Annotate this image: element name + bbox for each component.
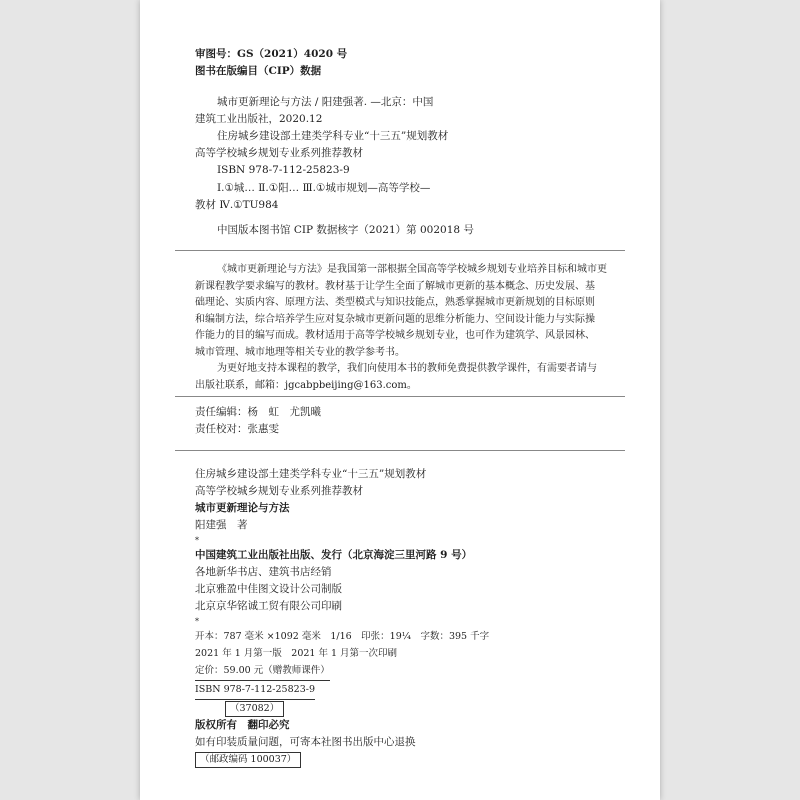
description [195, 262, 607, 394]
edition-line: 2021 年 1 月第一版 2021 年 1 月第一次印刷 [195, 648, 398, 659]
cip-classification [195, 180, 430, 214]
divider [175, 250, 625, 251]
description-line: 《城市更新理论与方法》是我国第一部根据全国高等学校城乡规划专业培养目标和城市更 [217, 264, 607, 275]
cip-heading: 图书在版编目（CIP）数据 [195, 65, 322, 77]
divider [175, 450, 625, 451]
printer-line: 北京京华铭诚工贸有限公司印刷 [195, 600, 342, 612]
cip-line: 城市更新理论与方法 / 阳建强著. —北京：中国 [217, 96, 434, 108]
cip-check-number: 中国版本图书馆 CIP 数据核字（2021）第 002018 号 [217, 224, 474, 236]
cip-line: 教材 Ⅳ.①TU984 [195, 199, 279, 211]
colophon [195, 466, 489, 768]
description-line: 础理论、实质内容、原理方法、类型模式与知识技能点，熟悉掌握城市更新规划的目标原则 [195, 297, 595, 308]
cip-line: 建筑工业出版社，2020.12 [195, 113, 323, 125]
series-line: 住房城乡建设部土建类学科专业“十三五”规划教材 [195, 468, 427, 480]
responsible-editor: 责任编辑：杨 虹 尤凯曦 [195, 406, 321, 418]
approval-number: 审图号：GS（2021）4020 号 [195, 48, 348, 60]
description-line: 作能力的目的编写而成。教材适用于高等学校城乡规划专业，也可作为建筑学、风景园林、 [195, 330, 595, 341]
review-block [195, 46, 347, 80]
cip-line: 高等学校城乡规划专业系列推荐教材 [195, 147, 363, 159]
divider [175, 396, 625, 397]
description-line: 城市管理、城市地理等相关专业的教学参考书。 [195, 346, 405, 358]
return-note: 如有印装质量问题，可寄本社图书出版中心退换 [195, 736, 416, 748]
plate-line: 北京雅盈中佳图文设计公司制版 [195, 583, 342, 595]
series-line: 高等学校城乡规划专业系列推荐教材 [195, 485, 363, 497]
postcode: （邮政编码 100037） [195, 751, 489, 768]
cip-isbn: ISBN 978-7-112-25823-9 [217, 164, 350, 176]
cip-line: 住房城乡建设部土建类学科专业“十三五”规划教材 [217, 130, 449, 142]
separator-star: * [195, 617, 199, 626]
cip-record [195, 94, 448, 179]
description-line: 新课程教学要求编写的教材。教材基于让学生全面了解城市更新的基本概念、历史发展、基 [195, 280, 595, 292]
book-page [140, 0, 660, 800]
format-line: 开本：787 毫米 ×1092 毫米 1/16 印张：19¼ 字数：395 千字 [195, 631, 490, 642]
distributor-line: 各地新华书店、建筑书店经销 [195, 566, 332, 578]
editors-block [195, 404, 321, 438]
book-code: （37082） [195, 700, 489, 717]
description-line: 和编制方法，综合培养学生应对复杂城市更新问题的思维分析能力、空间设计能力与实际操 [195, 313, 595, 325]
book-title: 城市更新理论与方法 [195, 502, 290, 514]
responsible-proofreader: 责任校对：张惠雯 [195, 423, 279, 435]
price-line: 定价：59.00 元（赠教师课件） [195, 662, 489, 681]
cip-line: Ⅰ.①城… Ⅱ.①阳… Ⅲ.①城市规划—高等学校— [217, 182, 431, 194]
isbn-line: ISBN 978-7-112-25823-9 [195, 681, 489, 700]
separator-star: * [195, 536, 199, 545]
rights-line: 版权所有 翻印必究 [195, 719, 290, 731]
publisher-line: 中国建筑工业出版社出版、发行（北京海淀三里河路 9 号） [195, 549, 473, 561]
description-line: 为更好地支持本课程的教学，我们向使用本书的教师免费提供教学课件，有需要者请与 [217, 363, 597, 374]
description-line: 出版社联系，邮箱：jgcabpbeijing@163.com。 [195, 379, 417, 391]
author: 阳建强 著 [195, 519, 248, 531]
